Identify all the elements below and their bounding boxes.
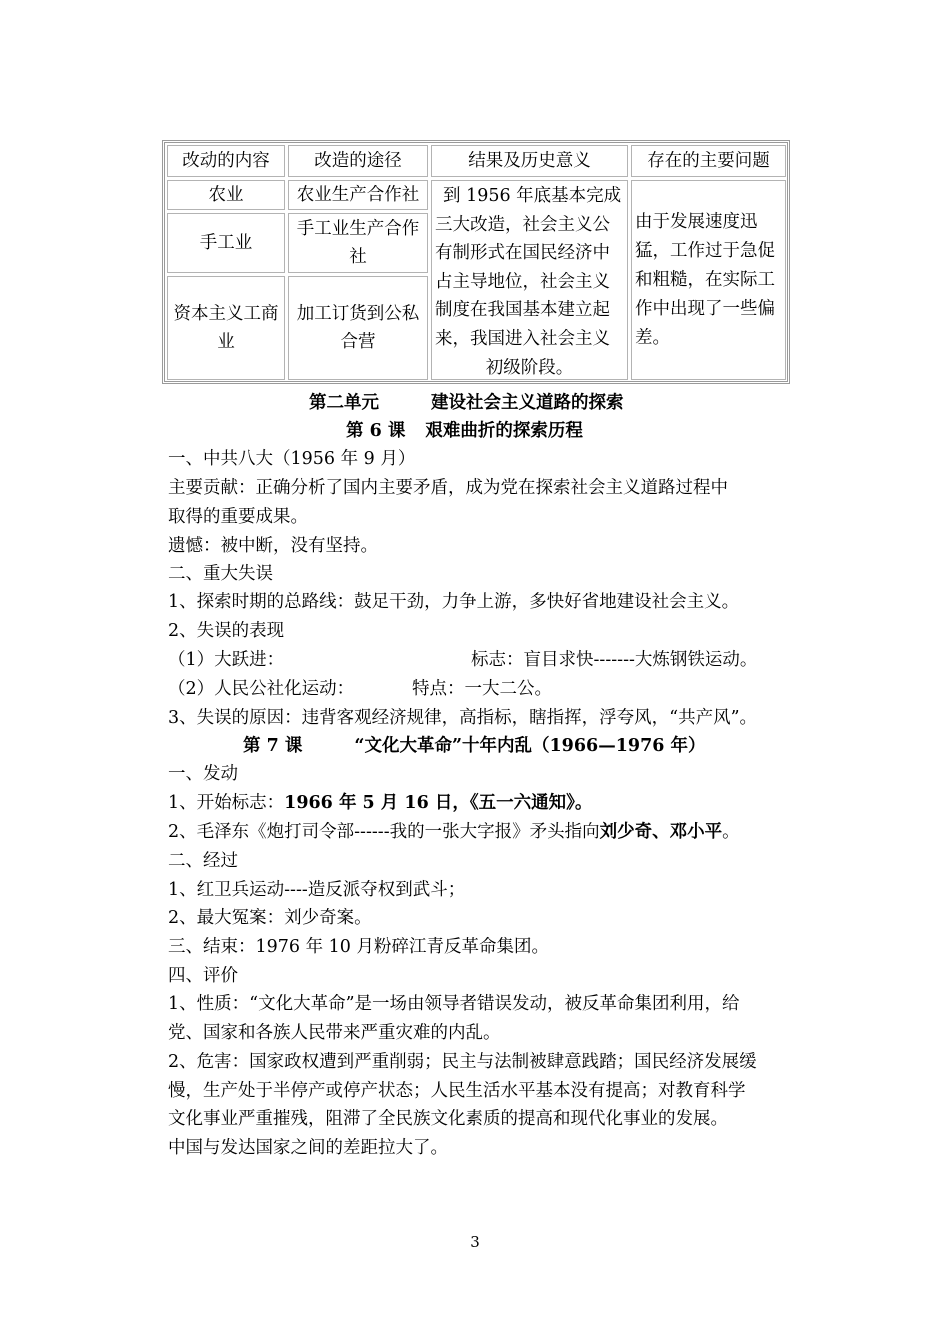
paragraph-line — [168, 818, 788, 846]
table-cell-content — [167, 276, 285, 380]
paragraph-line: 党、国家和各族人民带来严重灾难的内乱。 — [168, 1023, 501, 1043]
table-header-cell: 存在的主要问题 — [631, 145, 786, 177]
method-line: 合营 — [340, 332, 376, 352]
table-cell-method — [288, 213, 428, 273]
leap-label: （1）大跃进： — [168, 650, 285, 670]
unit-label: 第二单元 — [309, 393, 379, 413]
result-line: 占主导地位，社会主义 — [435, 271, 610, 292]
paragraph-line: 慢，生产处于半停产或停产状态；人民生活水平基本没有提高；对教育科学 — [168, 1081, 746, 1101]
table-cell-method: 农业生产合作社 — [288, 180, 428, 210]
result-line: 来，我国进入社会主义 — [435, 328, 610, 349]
lesson7-heading — [243, 732, 803, 760]
method-line: 社 — [349, 247, 367, 267]
paragraph-line: 1、红卫兵运动----造反派夺权到武斗； — [168, 880, 466, 900]
result-line: 有制形式在国民经济中 — [435, 243, 610, 264]
leap-mark: 标志：盲目求快-------大炼钢铁运动。 — [471, 650, 758, 670]
section-heading: 二、经过 — [168, 851, 238, 871]
table-header-cell: 改造的途径 — [288, 145, 428, 177]
problem-line: 猛，工作过于急促 — [635, 240, 775, 261]
paragraph-line: 1、探索时期的总路线：鼓足干劲，力争上游，多快好省地建设社会主义。 — [168, 592, 740, 612]
paragraph-line: 2、最大冤案：刘少奇案。 — [168, 908, 372, 928]
table-cell-method — [288, 276, 428, 380]
result-line: 到 1956 年底基本完成 — [443, 186, 622, 206]
table-cell-content: 农业 — [167, 180, 285, 210]
section-heading: 一、中共八大（1956 年 9 月） — [168, 449, 416, 469]
paragraph-line: 主要贡献：正确分析了国内主要矛盾，成为党在探索社会主义道路过程中 — [168, 478, 728, 498]
lesson7-label: 第 7 课 — [243, 736, 303, 756]
content-line: 资本主义工商 — [173, 304, 279, 324]
reform-table — [162, 140, 790, 384]
paragraph-line — [168, 675, 788, 703]
start-label: 1、开始标志： — [168, 793, 285, 813]
content-line: 业 — [217, 332, 235, 352]
problem-line: 作中出现了一些偏 — [635, 298, 775, 319]
paragraph-line: 取得的重要成果。 — [168, 507, 308, 527]
paragraph-line: 遗憾：被中断，没有坚持。 — [168, 536, 378, 556]
table-cell-problem — [631, 180, 786, 380]
mao-text: 2、毛泽东《炮打司令部------我的一张大字报》矛头指向 — [168, 822, 600, 842]
lesson6-label: 第 6 课 — [346, 421, 406, 441]
method-line: 手工业生产合作 — [296, 219, 420, 239]
unit-heading — [309, 389, 709, 417]
commune-label: （2）人民公社化运动： — [168, 679, 355, 699]
mao-target: 刘少奇、邓小平 — [599, 822, 723, 842]
paragraph-line — [168, 789, 788, 817]
unit-title: 建设社会主义道路的探索 — [431, 393, 624, 413]
section-heading: 三、结束：1976 年 10 月粉碎江青反革命集团。 — [168, 937, 549, 957]
start-value: 1966 年 5 月 16 日，《五一六通知》。 — [284, 793, 593, 813]
problem-line: 由于发展速度迅 — [635, 211, 758, 232]
commune-feature: 特点：一大二公。 — [412, 679, 552, 699]
page-number: 3 — [470, 1233, 480, 1251]
table-header-cell: 改动的内容 — [167, 145, 285, 177]
paragraph-line: 中国与发达国家之间的差距拉大了。 — [168, 1138, 448, 1158]
result-line: 三大改造，社会主义公 — [435, 214, 610, 235]
problem-line: 差。 — [635, 327, 670, 348]
paragraph-line: 文化事业严重摧残，阻滞了全民族文化素质的提高和现代化事业的发展。 — [168, 1109, 728, 1129]
table-cell-result — [431, 180, 628, 380]
problem-line: 和粗糙，在实际工 — [635, 269, 775, 290]
section-heading: 一、发动 — [168, 764, 238, 784]
paragraph-line — [168, 646, 788, 674]
result-line: 制度在我国基本建立起 — [435, 300, 610, 321]
table-header-cell: 结果及历史意义 — [431, 145, 628, 177]
section-heading: 二、重大失误 — [168, 564, 273, 584]
paragraph-line: 1、性质：“文化大革命”是一场由领导者错误发动，被反革命集团利用，给 — [168, 994, 740, 1014]
paragraph-line: 2、危害：国家政权遭到严重削弱；民主与法制被肆意践踏；国民经济发展缓 — [168, 1052, 757, 1072]
mao-end: 。 — [722, 822, 740, 842]
paragraph-line: 3、失误的原因：违背客观经济规律，高指标，瞎指挥，浮夸风，“共产风”。 — [168, 708, 758, 728]
paragraph-line: 2、失误的表现 — [168, 621, 285, 641]
lesson7-title: “文化大革命”十年内乱（1966—1976 年） — [354, 736, 706, 756]
lesson6-title: 艰难曲折的探索历程 — [425, 421, 583, 441]
section-heading: 四、评价 — [168, 966, 238, 986]
table-cell-content: 手工业 — [167, 213, 285, 273]
method-line: 加工订货到公私 — [296, 304, 420, 324]
result-line: 初级阶段。 — [485, 357, 574, 378]
lesson6-heading — [346, 417, 746, 445]
